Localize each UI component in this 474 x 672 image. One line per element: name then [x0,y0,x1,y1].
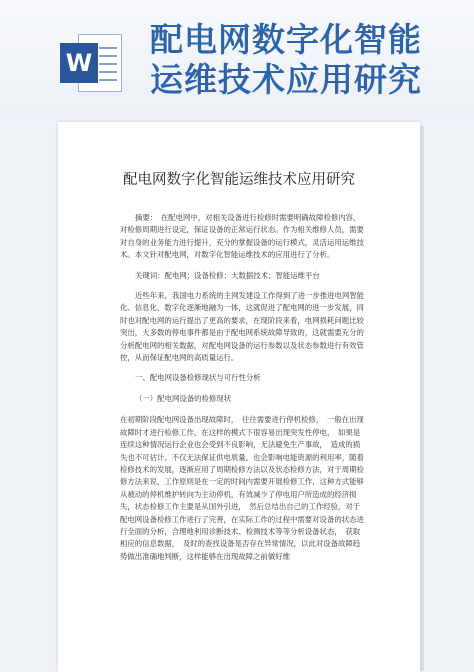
subsection-heading-1-1: （一）配电网设备的检修现状 [135,393,232,403]
body-paragraph-2: 在初期阶段配电网设备出现故障时， 往往需要进行停机检修， 一般在出现故障时才进行检修工作，在这样的模式下很容易出现突发性停电， 如果是连续这种情况运行企业也会受到不良影响，无法避免生产事故， 造成的损失也不可估计。不仅无法保证供电质量，也会影响电能资源的利用率，随着检修技术的发展，逐渐应用了周期检修方法以及状态检修方法，对于周期检修方法来说，工作原则是在一定的时间内需要开展检修工作，这种方式能够从被动的停机维护转向为主动停机，有效减少了停电用户所造成的经济损失，状态检修工作主要是从国外引进， 然后总结出自己的工作经验，对于配电网设备检修工作进行了完善，在实际工作的过程中需要对设备的状态进行全面的分析，合理地利用诊断技术、检测技术等等分析设备状态， 获取相应的信息数据， 及时的查找设备是否存在异常情况，以此对设备故障趋势做出准确地判断，这样能够在出现故障之前做好维 [120,415,364,561]
word-document-icon [60,34,122,92]
preview-banner [0,0,474,118]
banner-title-line2: 运维技术应用研究 [150,60,422,99]
abstract-paragraph: 摘要： 在配电网中，对相关设备进行检修时需要明确故障检修内容，对检修周期进行设定，保证设备的正常运行状态。作为相关维修人员，需要对自身的业务能力进行提升，充分的掌握设备的运行模式，灵活运用运维技术。本文针对配电网，对数字化智能运维技术的应用进行了分析。 [120,213,364,260]
banner-title-line1: 配电网数字化智能 [150,20,422,59]
banner-title [150,20,450,100]
intro-paragraph: 近些年来，我国电力系统的主网发建设工作得到了进一步推进电网智能化、信息化、数字化逐渐地融为一体，这就促进了配电网的进一步发展，同时也对配电网的运行提出了更高的要求，在现阶段来看，电网损耗问题比较突出，大多数的停电事件都是由于配电网系统故障导致的，这就需要充分的分析配电网的相关数据，对配电网设备的运行参数以及状态参数进行有效管控，从而保证配电网的高质量运行。 [120,291,365,363]
word-icon-letter: W [60,43,98,83]
document-body [120,212,365,563]
section-heading-1: 一、配电网设备检修现状与可行性分析 [135,373,261,383]
keywords-line: 关键词：配电网；设备检修；大数据技术；智能运维平台 [135,270,320,280]
document-title: 配电网数字化智能运维技术应用研究 [123,172,355,188]
document-page [58,122,420,672]
